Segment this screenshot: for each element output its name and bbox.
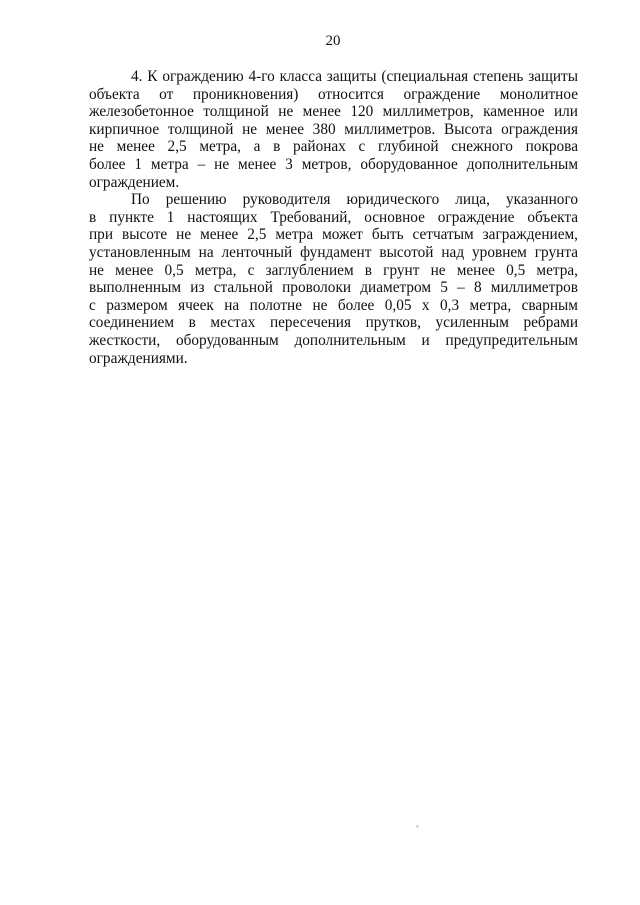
text-line: в пункте 1 настоящих Требований, основное ограждение объекта	[89, 208, 578, 226]
text-line: не менее 0,5 метра, с заглублением в грунт не менее 0,5 метра,	[89, 261, 578, 279]
text-line: соединением в местах пересечения прутков, усиленным ребрами	[89, 314, 578, 332]
paragraph	[89, 68, 578, 191]
text-line: при высоте не менее 2,5 метра может быть сетчатым заграждением,	[89, 226, 578, 244]
page-number: 20	[325, 33, 341, 49]
text-line: не менее 2,5 метра, а в районах с глубиной снежного покрова	[89, 138, 578, 156]
text-line: выполненным из стальной проволоки диаметром 5 – 8 миллиметров	[89, 279, 578, 297]
text-line: установленным на ленточный фундамент высотой над уровнем грунта	[89, 243, 578, 261]
text-line: с размером ячеек на полотне не более 0,05 х 0,3 метра, сварным	[89, 296, 578, 314]
text-line: По решению руководителя юридического лица, указанного	[131, 191, 578, 209]
text-line: объекта от проникновения) относится ограждение монолитное	[89, 85, 578, 103]
text-line: ограждением.	[89, 173, 180, 191]
text-line: жесткости, оборудованным дополнительным и предупредительным	[89, 331, 578, 349]
text-line: кирпичное толщиной не менее 380 миллиметров. Высота ограждения	[89, 120, 578, 138]
text-line: более 1 метра – не менее 3 метров, оборудованное дополнительным	[89, 155, 578, 173]
document-body	[89, 68, 578, 367]
text-line: ограждениями.	[89, 349, 188, 367]
text-line: железобетонное толщиной не менее 120 миллиметров, каменное или	[89, 103, 578, 121]
paragraph	[89, 191, 578, 367]
scan-artifact	[416, 825, 419, 828]
text-line: 4. К ограждению 4-го класса защиты (специальная степень защиты	[131, 68, 578, 85]
